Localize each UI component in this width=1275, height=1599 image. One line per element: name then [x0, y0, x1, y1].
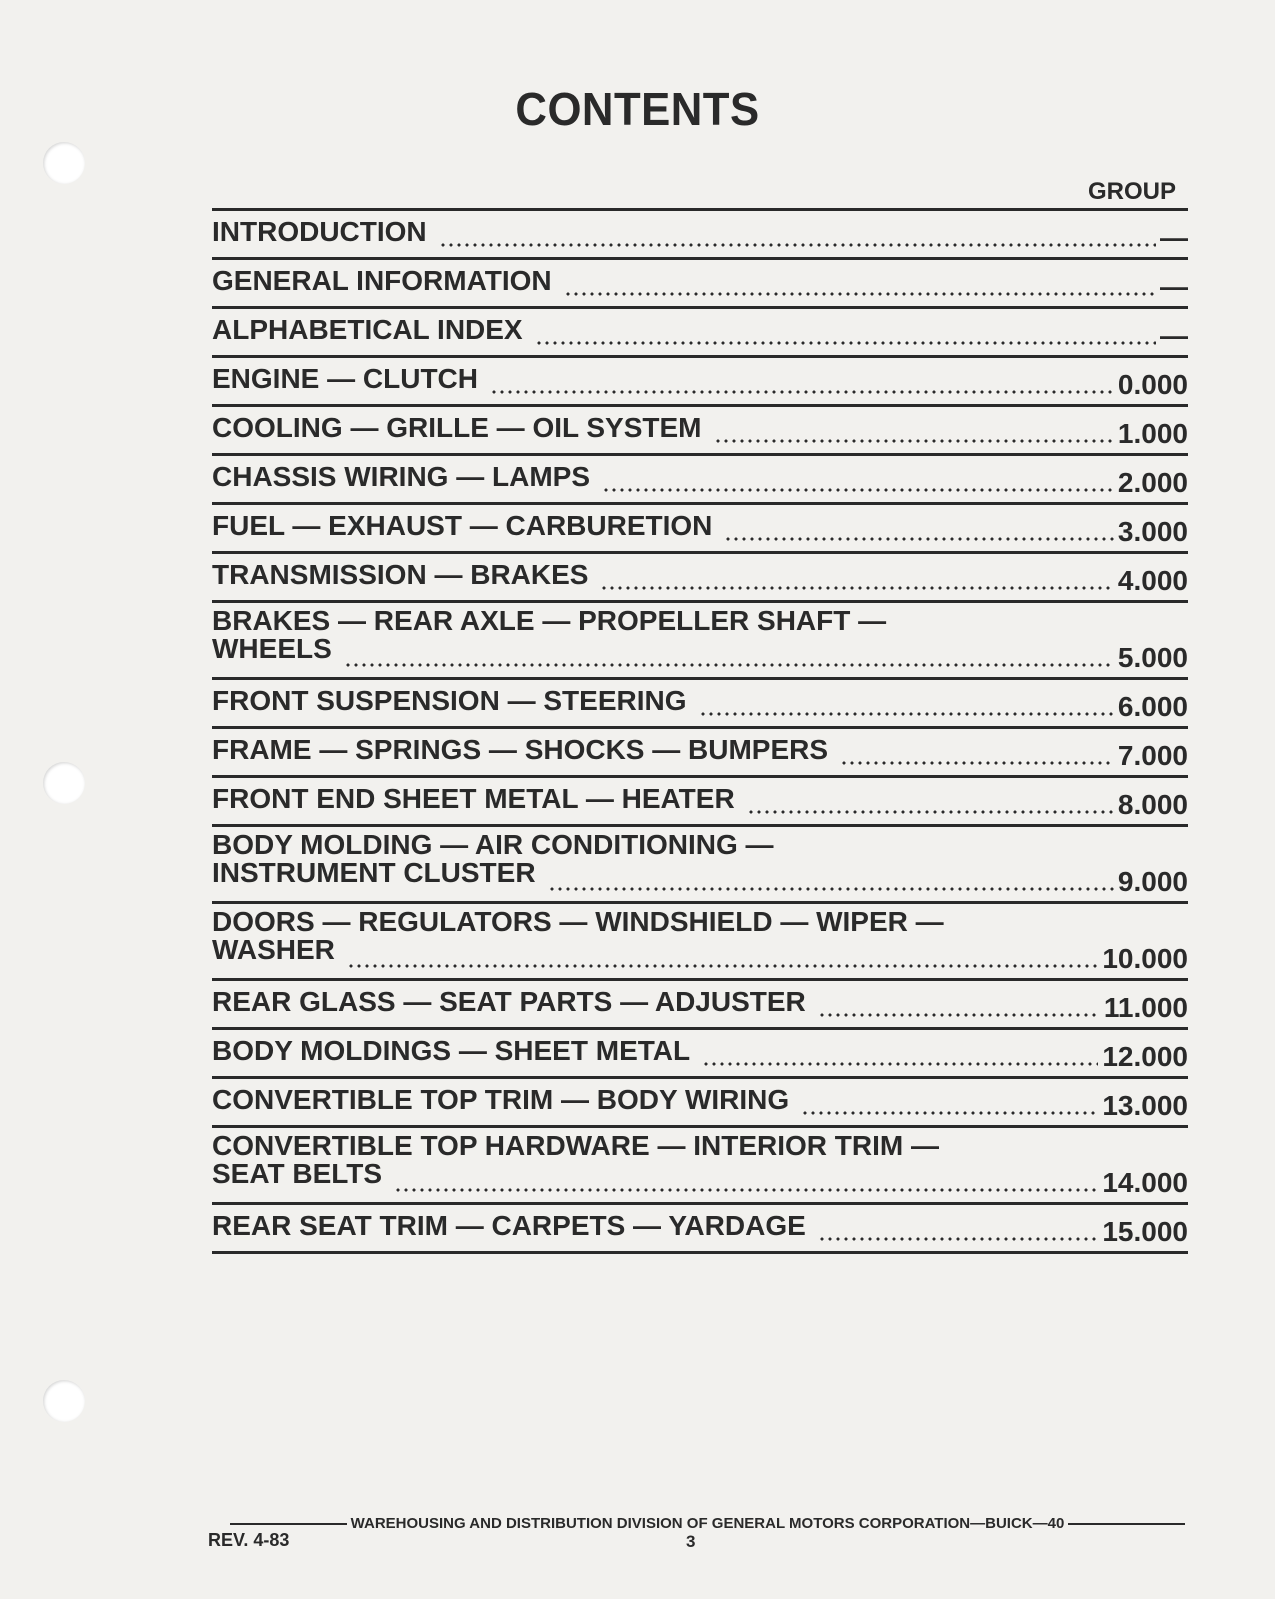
toc-entry-label	[212, 735, 828, 765]
toc-entry-group: 12.000	[1102, 1041, 1188, 1072]
table-of-contents	[212, 208, 1188, 1254]
toc-entry-label	[212, 560, 588, 590]
dot-leader	[818, 1237, 1099, 1241]
toc-entry-group: 13.000	[1102, 1090, 1188, 1121]
dot-leader	[347, 964, 1098, 968]
toc-entry-group: 11.000	[1103, 992, 1188, 1023]
toc-entry-group: 3.000	[1117, 516, 1188, 547]
footer-publisher-line	[230, 1515, 1185, 1532]
group-column-header: GROUP	[1088, 178, 1177, 205]
toc-entry-label	[212, 686, 687, 716]
toc-entry	[212, 677, 1188, 726]
toc-entry-label	[212, 315, 523, 345]
dot-leader	[490, 390, 1114, 394]
toc-entry-group: 14.000	[1102, 1167, 1188, 1198]
dot-leader	[840, 761, 1114, 765]
toc-entry-group: —	[1160, 320, 1188, 351]
toc-entry-group: 6.000	[1117, 691, 1188, 722]
toc-entry-label-line1: FRONT SUSPENSION — STEERING	[212, 685, 687, 716]
toc-entry	[212, 306, 1188, 355]
toc-entry	[212, 1076, 1188, 1125]
toc-entry-label-line1: ALPHABETICAL INDEX	[212, 314, 523, 345]
dot-leader	[699, 712, 1114, 716]
toc-entry-label	[212, 908, 944, 964]
toc-entry-label	[212, 784, 735, 814]
toc-entry	[212, 1027, 1188, 1076]
toc-entry-label	[212, 217, 427, 247]
dot-leader	[600, 586, 1113, 590]
toc-entry	[212, 978, 1188, 1027]
toc-entry-label-line1: CONVERTIBLE TOP TRIM — BODY WIRING	[212, 1084, 790, 1115]
toc-entry-label-line1: TRANSMISSION — BRAKES	[212, 559, 589, 590]
toc-entry-label-line1: FUEL — EXHAUST — CARBURETION	[212, 510, 713, 541]
binder-hole-top	[43, 142, 85, 184]
page-number: 3	[686, 1532, 696, 1551]
footer-rule-right	[1068, 1523, 1185, 1525]
toc-entry-label-line1: REAR SEAT TRIM — CARPETS — YARDAGE	[212, 1210, 806, 1241]
toc-entry-label-line2: WASHER	[212, 934, 335, 965]
toc-entry-label	[212, 607, 886, 663]
toc-entry-group: 5.000	[1117, 642, 1188, 673]
dot-leader	[535, 341, 1156, 345]
toc-entry-label	[212, 1211, 806, 1241]
binder-hole-middle	[43, 762, 85, 804]
toc-entry-group: 1.000	[1117, 418, 1188, 449]
dot-leader	[702, 1062, 1098, 1066]
dot-leader	[801, 1111, 1098, 1115]
toc-entry	[212, 208, 1188, 257]
dot-leader	[747, 810, 1114, 814]
dot-leader	[714, 439, 1114, 443]
toc-entry	[212, 775, 1188, 824]
toc-bottom-rule	[212, 1251, 1188, 1254]
toc-entry-label	[212, 266, 552, 296]
dot-leader	[564, 292, 1156, 296]
dot-leader	[548, 887, 1114, 891]
toc-entry-label	[212, 1132, 939, 1188]
footer-rule-left	[230, 1523, 347, 1525]
toc-entry-label-line2: INSTRUMENT CLUSTER	[212, 857, 536, 888]
toc-entry-label	[212, 831, 774, 887]
toc-entry-label-line1: FRONT END SHEET METAL — HEATER	[212, 783, 735, 814]
toc-entry-label-line1: REAR GLASS — SEAT PARTS — ADJUSTER	[212, 986, 806, 1017]
page-title: CONTENTS	[515, 83, 760, 135]
toc-entry	[212, 600, 1188, 677]
toc-entry	[212, 257, 1188, 306]
toc-entry-group: 15.000	[1102, 1216, 1188, 1247]
toc-entry	[212, 824, 1188, 901]
dot-leader	[818, 1013, 1100, 1017]
toc-entry-group: 2.000	[1117, 467, 1188, 498]
footer-publisher: WAREHOUSING AND DISTRIBUTION DIVISION OF GENERAL MOTORS CORPORATION—BUICK—40	[350, 1515, 1065, 1532]
toc-entry-label-line1: GENERAL INFORMATION	[212, 265, 552, 296]
toc-entry-label	[212, 987, 806, 1017]
toc-entry-label	[212, 413, 702, 443]
dot-leader	[394, 1188, 1098, 1192]
toc-entry-group: —	[1160, 271, 1188, 302]
toc-entry-label-line1: BODY MOLDING — AIR CONDITIONING —	[212, 829, 774, 860]
toc-entry-label	[212, 364, 478, 394]
toc-entry-label-line1: FRAME — SPRINGS — SHOCKS — BUMPERS	[212, 734, 829, 765]
toc-entry-label-line1: BRAKES — REAR AXLE — PROPELLER SHAFT —	[212, 605, 887, 636]
toc-entry-label-line1: COOLING — GRILLE — OIL SYSTEM	[212, 412, 702, 443]
dot-leader	[724, 537, 1114, 541]
toc-entry-label-line1: ENGINE — CLUTCH	[212, 363, 478, 394]
toc-entry-label	[212, 462, 590, 492]
toc-entry	[212, 355, 1188, 404]
toc-entry	[212, 502, 1188, 551]
toc-entry-label	[212, 1085, 789, 1115]
toc-entry-group: 0.000	[1117, 369, 1188, 400]
binder-hole-bottom	[43, 1380, 85, 1422]
toc-entry-label-line2: WHEELS	[212, 633, 332, 664]
toc-entry-group: 8.000	[1117, 789, 1188, 820]
toc-entry	[212, 551, 1188, 600]
toc-entry-group: 9.000	[1117, 866, 1188, 897]
toc-entry	[212, 901, 1188, 978]
dot-leader	[602, 488, 1114, 492]
toc-entry-label-line1: BODY MOLDINGS — SHEET METAL	[212, 1035, 691, 1066]
revision-date: REV. 4-83	[208, 1530, 290, 1550]
toc-entry-label-line1: INTRODUCTION	[212, 216, 427, 247]
toc-entry	[212, 1125, 1188, 1202]
dot-leader	[439, 243, 1156, 247]
toc-entry	[212, 404, 1188, 453]
toc-entry-label	[212, 1036, 690, 1066]
toc-entry-label-line1: CONVERTIBLE TOP HARDWARE — INTERIOR TRIM —	[212, 1130, 939, 1161]
toc-entry-group: 4.000	[1117, 565, 1188, 596]
toc-entry-group: 10.000	[1102, 943, 1188, 974]
toc-entry-group: 7.000	[1117, 740, 1188, 771]
toc-entry	[212, 726, 1188, 775]
toc-entry-label-line1: DOORS — REGULATORS — WINDSHIELD — WIPER —	[212, 906, 944, 937]
toc-entry-group: —	[1160, 222, 1188, 253]
toc-entry-label-line2: SEAT BELTS	[212, 1158, 383, 1189]
toc-entry-label	[212, 511, 712, 541]
toc-entry	[212, 1202, 1188, 1251]
dot-leader	[344, 663, 1114, 667]
toc-entry-label-line1: CHASSIS WIRING — LAMPS	[212, 461, 591, 492]
toc-entry	[212, 453, 1188, 502]
